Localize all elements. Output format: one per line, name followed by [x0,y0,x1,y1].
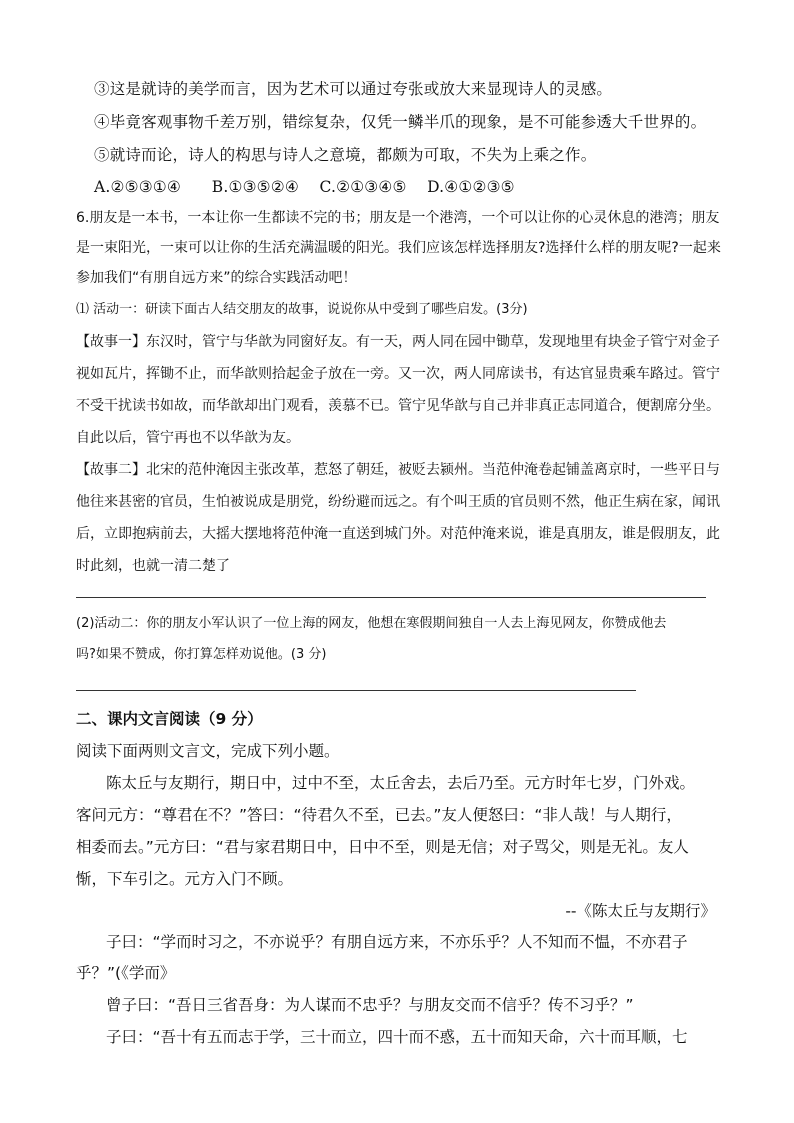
activity-2-prompt: 吗?如果不赞成，你打算怎样劝说他。(3 分) [76,647,327,662]
q6-intro-line: 是一束阳光，一束可以让你的生活充满温暖的阳光。我们应该怎样选择朋友?选择什么样的朋友呢?一起来 [76,240,721,256]
passage-2-line: 子曰：“学而时习之，不亦说乎？有朋自远方来，不亦乐乎？人不知而不愠，不亦君子 [106,933,688,951]
activity-1-prompt: ⑴ 活动一：研读下面古人结交朋友的故事，说说你从中受到了哪些启发。(3分) [76,302,528,317]
answer-line[interactable] [76,597,706,598]
passage-2-line: 曾子曰：“吾日三省吾身：为人谋而不忠乎？与朋友交而不信乎？传不习乎？” [106,996,634,1014]
section-instruction: 阅读下面两则文言文，完成下列小题。 [76,742,340,760]
story-2-line: 【故事二】北宋的范仲淹因主张改革，惹怒了朝廷，被贬去颍州。当范仲淹卷起铺盖离京时，一些平日与 [76,462,720,478]
story-1-line: 自此以后，管宁再也不以华歆为友。 [76,430,300,446]
option-5: ⑤就诗而论，诗人的构思与诗人之意境，都颇为可取，不失为上乘之作。 [94,146,597,164]
passage-1-line: 客问元方：“尊君在不？”答曰：“待君久不至，已去。”友人便怒曰：“非人哉！与人期行， [76,806,682,824]
answer-choices: A.②⑤③①④ B.①③⑤②④ C.②①③④⑤ D.④①②③⑤ [94,178,515,196]
passage-2-line: 子曰：“吾十有五而志于学，三十而立，四十而不惑，五十而知天命，六十而耳顺，七 [106,1028,688,1046]
passage-1-line: 陈太丘与友期行，期日中，过中不至，太丘舍去，去后乃至。元方时年七岁，门外戏。 [106,774,696,792]
passage-1-source: --《陈太丘与友期行》 [565,902,716,920]
passage-1-line: 相委而去。”元方曰：“君与家君期日中，日中不至，则是无信；对子骂父，则是无礼。友人 [76,838,689,856]
story-1-line: 不受干扰读书如故，而华歆却出门观看，羡慕不已。管宁见华歆与自己并非真正志同道合，便割席分坐。 [76,398,720,414]
story-2-line: 时此刻，也就一清二楚了 [76,558,230,574]
passage-2-line: 乎？”(《学而》 [76,964,176,982]
story-2-line: 后，立即抱病前去，大摇大摆地将范仲淹一直送到城门外。对范仲淹来说，谁是真朋友，谁是假朋友，此 [76,526,720,542]
answer-line[interactable] [76,690,636,691]
story-1-line: 【故事一】东汉时，管宁与华歆为同窗好友。有一天，两人同在园中锄草，发现地里有块金子管宁对金子 [76,334,720,350]
story-2-line: 他往来甚密的官员，生怕被说成是朋党，纷纷避而远之。有个叫王质的官员则不然，他正生病在家，闻讯 [76,494,720,510]
activity-2-prompt: (2)活动二：你的朋友小军认识了一位上海的网友，他想在寒假期间独自一人去上海见网友，你赞成他去 [76,616,667,631]
q6-intro-line: 参加我们“有朋自远方来”的综合实践活动吧！ [76,270,357,286]
story-1-line: 视如瓦片，挥锄不止，而华歆则拾起金子放在一旁。又一次，两人同席读书，有达官显贵乘车路过。管宁 [76,366,720,382]
q6-intro-line: 6.朋友是一本书，一本让你一生都读不完的书；朋友是一个港湾，一个可以让你的心灵休息的港湾；朋友 [76,210,720,226]
passage-1-line: 惭，下车引之。元方入门不顾。 [76,870,294,888]
section-heading: 二、课内文言阅读（9 分） [76,710,263,728]
option-4: ④毕竟客观事物千差万别，错综复杂，仅凭一鳞半爪的现象，是不可能参透大千世界的。 [94,113,707,131]
option-3: ③这是就诗的美学而言，因为艺术可以通过夸张或放大来显现诗人的灵感。 [94,80,613,98]
